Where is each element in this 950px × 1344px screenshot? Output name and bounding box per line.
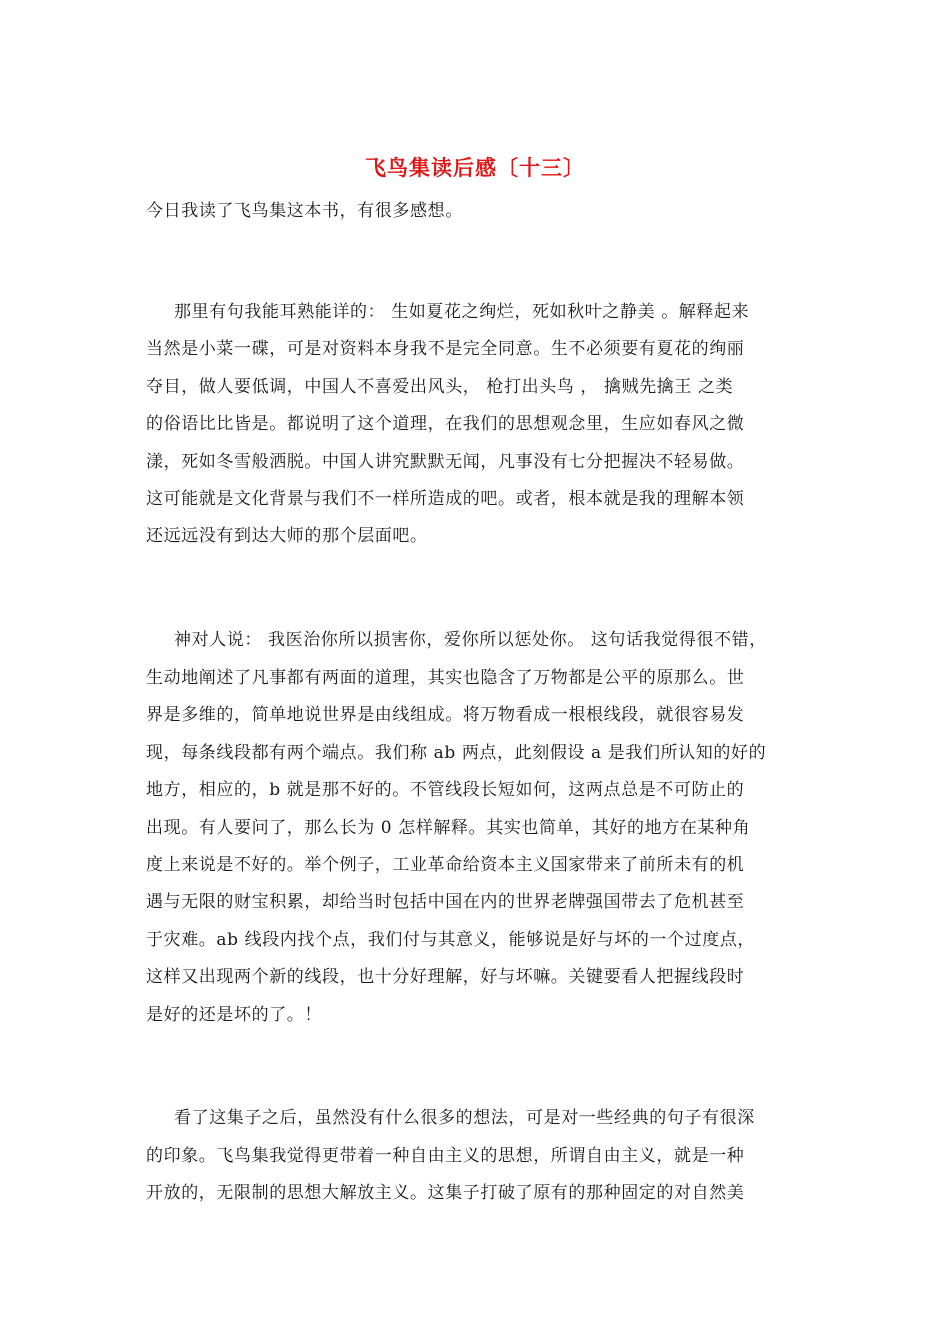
paragraph-1-line-2: 当然是小菜一碟，可是对资料本身我不是完全同意。生不必须要有夏花的绚丽 <box>146 339 745 359</box>
paragraph-2-line-9: 于灾难。ab 线段内找个点，我们付与其意义，能够说是好与坏的一个过度点， <box>146 930 756 950</box>
paragraph-2-line-11: 是好的还是坏的了。！ <box>146 1005 322 1025</box>
paragraph-1-line-5: 漾，死如冬雪般洒脱。中国人讲究默默无闻，凡事没有七分把握决不轻易做。 <box>146 452 745 472</box>
paragraph-2-line-4: 现，每条线段都有两个端点。我们称 ab 两点，此刻假设 a 是我们所认知的好的 <box>146 743 767 763</box>
paragraph-3-line-1: 看了这集子之后，虽然没有什么很多的想法，可是对一些经典的句子有很深 <box>174 1108 755 1128</box>
document-title: 飞鸟集读后感〔十三〕 <box>365 156 585 180</box>
paragraph-2-line-10: 这样又出现两个新的线段，也十分好理解，好与坏嘛。关键要看人把握线段时 <box>146 967 745 987</box>
paragraph-1-line-7: 还远远没有到达大师的那个层面吧。 <box>146 526 428 546</box>
paragraph-3-line-3: 开放的，无限制的思想大解放主义。这集子打破了原有的那种固定的对自然美 <box>146 1183 745 1203</box>
intro-line: 今日我读了飞鸟集这本书，有很多感想。 <box>146 201 463 221</box>
paragraph-2-line-2: 生动地阐述了凡事都有两面的道理，其实也隐含了万物都是公平的原那么。世 <box>146 668 745 688</box>
paragraph-2-line-5: 地方，相应的，b 就是那不好的。不管线段长短如何，这两点总是不可防止的 <box>146 780 745 800</box>
paragraph-2-line-1: 神对人说： 我医治你所以损害你，爱你所以惩处你。 这句话我觉得很不错， <box>174 630 767 650</box>
paragraph-1-line-6: 这可能就是文化背景与我们不一样所造成的吧。或者，根本就是我的理解本领 <box>146 489 745 509</box>
paragraph-3-line-2: 的印象。飞鸟集我觉得更带着一种自由主义的思想，所谓自由主义，就是一种 <box>146 1146 745 1166</box>
paragraph-1-line-1: 那里有句我能耳熟能详的： 生如夏花之绚烂，死如秋叶之静美 。解释起来 <box>174 302 750 322</box>
paragraph-1-line-3: 夺目，做人要低调，中国人不喜爱出风头， 枪打出头鸟 ， 擒贼先擒王 之类 <box>146 377 734 397</box>
paragraph-2-line-6: 出现。有人要问了，那么长为 0 怎样解释。其实也简单，其好的地方在某种角 <box>146 818 751 838</box>
paragraph-2-line-7: 度上来说是不好的。举个例子，工业革命给资本主义国家带来了前所未有的机 <box>146 855 745 875</box>
paragraph-1-line-4: 的俗语比比皆是。都说明了这个道理，在我们的思想观念里，生应如春风之微 <box>146 414 745 434</box>
paragraph-2-line-3: 界是多维的，简单地说世界是由线组成。将万物看成一根根线段，就很容易发 <box>146 705 745 725</box>
paragraph-2-line-8: 遇与无限的财宝积累，却给当时包括中国在内的世界老牌强国带去了危机甚至 <box>146 892 745 912</box>
